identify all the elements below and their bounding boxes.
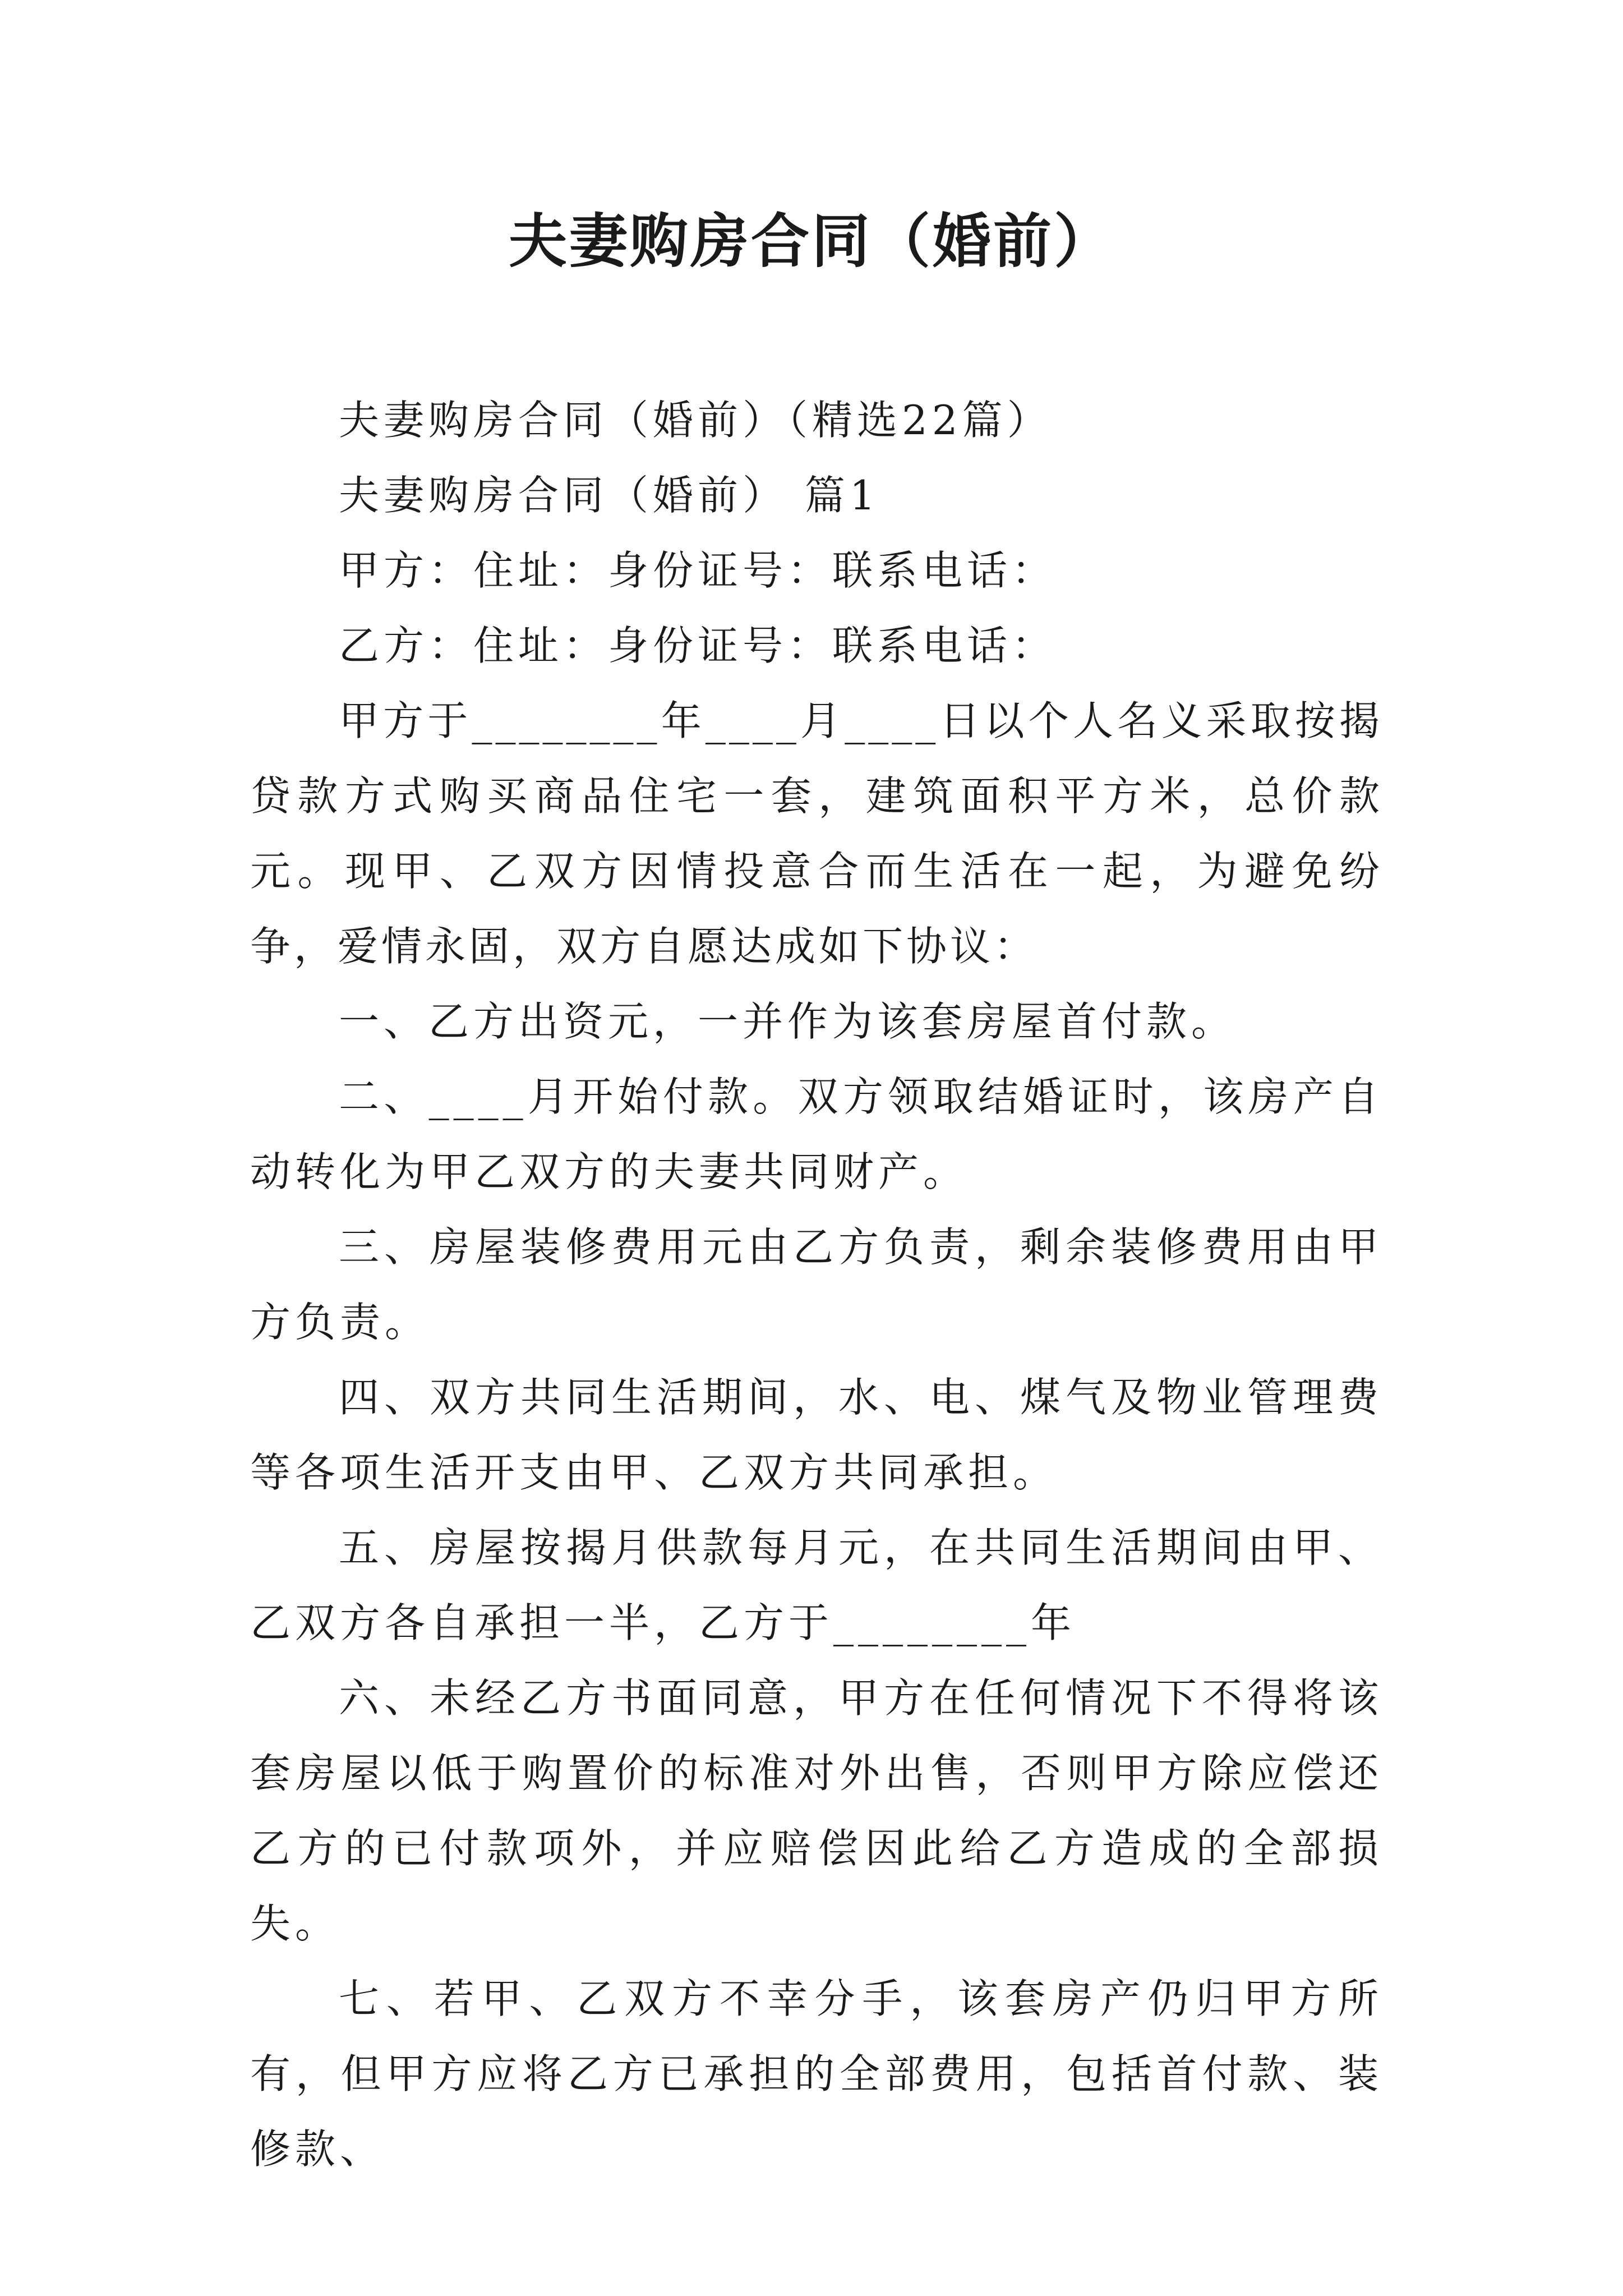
paragraph-clause-4: 四、双方共同生活期间，水、电、煤气及物业管理费等各项生活开支由甲、乙双方共同承担。 <box>250 1374 1383 1496</box>
paragraph-clause-1: 一、乙方出资元，一并作为该套房屋首付款。 <box>339 998 1237 1045</box>
paragraph-clause-3: 三、房屋装修费用元由乙方负责，剩余装修费用由甲方负责。 <box>250 1223 1383 1346</box>
paragraph-clause-5: 五、房屋按揭月供款每月元，在共同生活期间由甲、乙双方各自承担一半，乙方于________年 <box>250 1524 1383 1646</box>
paragraph-clause-6: 六、未经乙方书面同意，甲方在任何情况下不得将该套房屋以低于购置价的标准对外出售，否则甲方除应偿还乙方的已付款项外，并应赔偿因此给乙方造成的全部损失。 <box>250 1674 1383 1947</box>
paragraph-section-heading: 夫妻购房合同（婚前） 篇1 <box>339 472 880 519</box>
paragraph-party-b: 乙方：住址：身份证号：联系电话： <box>339 622 1057 669</box>
paragraph-clause-2: 二、____月开始付款。双方领取结婚证时，该房产自动转化为甲乙双方的夫妻共同财产。 <box>250 1073 1383 1195</box>
document-body <box>250 383 1383 2187</box>
paragraph-party-a: 甲方：住址：身份证号：联系电话： <box>339 547 1057 594</box>
paragraph-clause-7: 七、若甲、乙双方不幸分手，该套房产仍归甲方所有，但甲方应将乙方已承担的全部费用，包括首付款、装修款、 <box>250 1975 1383 2173</box>
paragraph-subtitle: 夫妻购房合同（婚前）（精选22篇） <box>339 397 1052 444</box>
document-title: 夫妻购房合同（婚前） <box>508 207 1114 275</box>
paragraph-preamble: 甲方于________年____月____日以个人名义采取按揭贷款方式购买商品住宅一套，建筑面积平方米，总价款元。现甲、乙双方因情投意合而生活在一起，为避免纷争，爱情永固，双方自愿达成如下协议： <box>250 697 1383 970</box>
